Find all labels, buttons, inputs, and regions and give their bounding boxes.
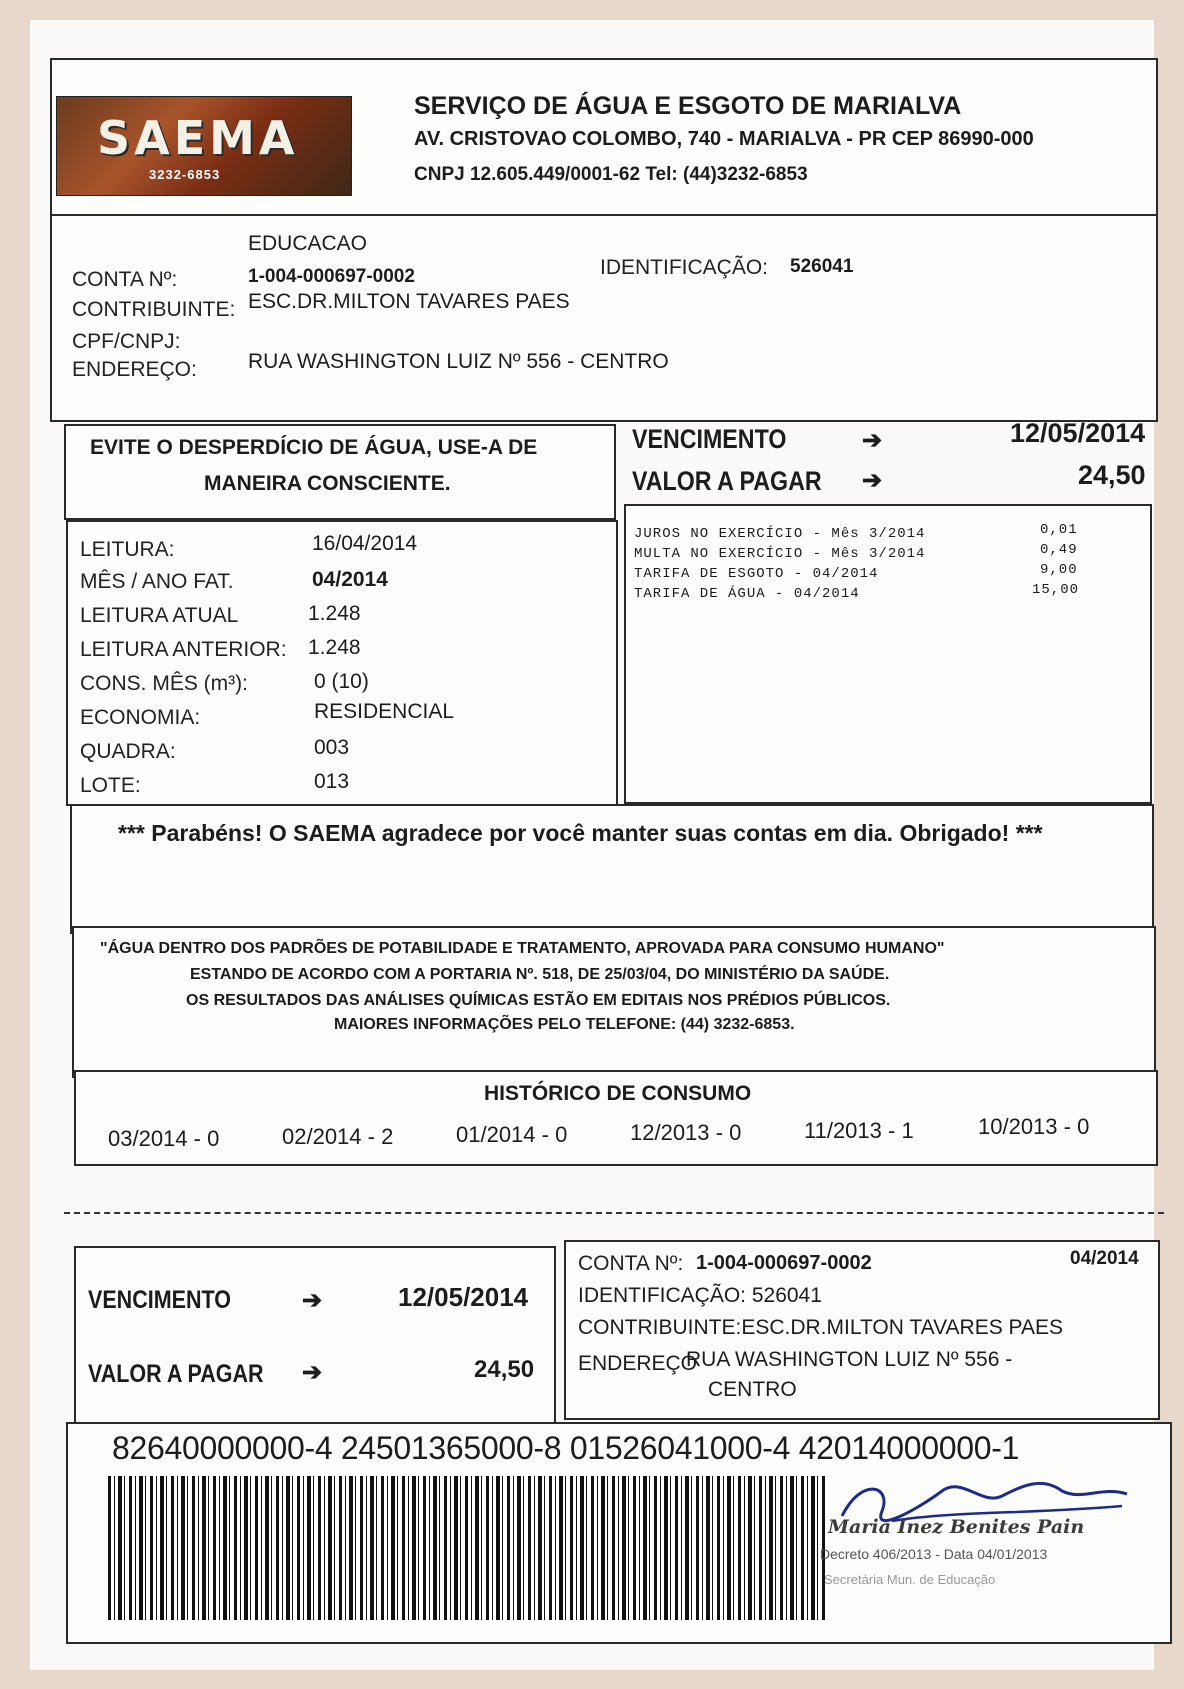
logo-word: SAEMA — [97, 111, 299, 165]
conta-label: CONTA Nº: — [72, 268, 178, 291]
reading-value: 1.248 — [308, 602, 361, 625]
charge-desc: TARIFA DE ÁGUA - 04/2014 — [634, 586, 860, 602]
valor-arrow: ➔ — [862, 467, 883, 494]
history-item: 01/2014 - 0 — [456, 1122, 568, 1147]
stub-contribuinte: CONTRIBUINTE:ESC.DR.MILTON TAVARES PAES — [578, 1316, 1064, 1339]
quality-line2: ESTANDO DE ACORDO COM A PORTARIA Nº. 518, DE 25/03/04, DO MINISTÉRIO DA SAÚDE. — [190, 966, 890, 983]
signature-role: Secretária Mun. de Educação — [824, 1572, 996, 1587]
charge-desc: JUROS NO EXERCÍCIO - Mês 3/2014 — [634, 526, 926, 542]
history-item: 11/2013 - 1 — [804, 1118, 914, 1143]
reading-value: 003 — [314, 736, 350, 759]
reading-label: LOTE: — [80, 774, 141, 797]
reading-value: 04/2014 — [312, 568, 388, 591]
reading-value: 1.248 — [308, 636, 361, 659]
reading-value: 013 — [314, 770, 350, 793]
thanks-message: *** Parabéns! O SAEMA agradece por você manter suas contas em dia. Obrigado! *** — [118, 820, 1043, 846]
company-cnpj-phone: CNPJ 12.605.449/0001-62 Tel: (44)3232-6853 — [414, 164, 808, 185]
reading-value: 0 (10) — [314, 670, 369, 693]
stub-due-box — [74, 1246, 556, 1426]
charge-desc: TARIFA DE ESGOTO - 04/2014 — [634, 566, 879, 582]
stub-endereco-line2: CENTRO — [708, 1378, 797, 1401]
stub-valor-label: VALOR A PAGAR — [88, 1360, 264, 1388]
stub-valor-value: 24,50 — [474, 1356, 535, 1383]
vencimento-arrow: ➔ — [862, 427, 883, 454]
contribuinte-value: ESC.DR.MILTON TAVARES PAES — [248, 290, 570, 313]
identificacao-value: 526041 — [790, 256, 854, 277]
company-address: AV. CRISTOVAO COLOMBO, 740 - MARIALVA - PR CEP 86990-000 — [414, 128, 1034, 150]
conta-value: 1-004-000697-0002 — [248, 266, 415, 287]
contribuinte-label: CONTRIBUINTE: — [72, 298, 236, 321]
signature-name: Maria Inez Benites Pain — [828, 1516, 1085, 1538]
reading-label: MÊS / ANO FAT. — [80, 570, 234, 593]
charge-value: 0,01 — [1040, 522, 1078, 538]
reading-label: LEITURA: — [80, 538, 175, 561]
stub-vencimento-label: VENCIMENTO — [88, 1286, 231, 1314]
quality-line3: OS RESULTADOS DAS ANÁLISES QUÍMICAS ESTÃO EM EDITAIS NOS PRÉDIOS PÚBLICOS. — [186, 992, 891, 1009]
endereco-label: ENDEREÇO: — [72, 358, 197, 381]
saema-logo — [56, 96, 352, 196]
stub-vencimento-arrow: ➔ — [302, 1287, 323, 1314]
history-item: 10/2013 - 0 — [978, 1114, 1090, 1139]
reading-value: 16/04/2014 — [312, 532, 418, 555]
company-name: SERVIÇO DE ÁGUA E ESGOTO DE MARIALVA — [414, 92, 962, 120]
quality-line1: "ÁGUA DENTRO DOS PADRÕES DE POTABILIDADE E TRATAMENTO, APROVADA PARA CONSUMO HUMANO" — [100, 940, 945, 957]
account-category: EDUCACAO — [248, 232, 368, 255]
stub-conta-label: CONTA Nº: — [578, 1252, 684, 1275]
vencimento-value: 12/05/2014 — [1010, 418, 1146, 448]
charge-desc: MULTA NO EXERCÍCIO - Mês 3/2014 — [634, 546, 926, 562]
reading-value: RESIDENCIAL — [314, 700, 455, 723]
history-title: HISTÓRICO DE CONSUMO — [484, 1082, 752, 1105]
logo-phone: 3232-6853 — [149, 167, 221, 182]
vencimento-label: VENCIMENTO — [632, 424, 787, 454]
history-item: 12/2013 - 0 — [630, 1120, 742, 1145]
charge-value: 0,49 — [1040, 542, 1078, 558]
stub-identificacao: IDENTIFICAÇÃO: 526041 — [578, 1284, 822, 1307]
reading-label: CONS. MÊS (m³): — [80, 672, 248, 695]
valor-label: VALOR A PAGAR — [632, 466, 822, 496]
barcode — [108, 1476, 828, 1620]
cut-line — [64, 1212, 1164, 1214]
notice-line1: EVITE O DESPERDÍCIO DE ÁGUA, USE-A DE — [90, 436, 538, 459]
endereco-value: RUA WASHINGTON LUIZ Nº 556 - CENTRO — [248, 350, 669, 373]
history-item: 03/2014 - 0 — [108, 1126, 220, 1151]
stub-mes: 04/2014 — [1070, 1248, 1139, 1269]
quality-line4: MAIORES INFORMAÇÕES PELO TELEFONE: (44) 3232-6853. — [334, 1016, 795, 1033]
stub-endereco-label: ENDEREÇO — [578, 1352, 698, 1375]
signature-decree: Decreto 406/2013 - Data 04/01/2013 — [820, 1546, 1048, 1562]
stub-endereco-line1: RUA WASHINGTON LUIZ Nº 556 - — [686, 1348, 1013, 1371]
reading-label: LEITURA ANTERIOR: — [80, 638, 287, 661]
stub-conta-value: 1-004-000697-0002 — [696, 1252, 872, 1274]
reading-label: QUADRA: — [80, 740, 176, 763]
reading-label: ECONOMIA: — [80, 706, 201, 729]
cpf-label: CPF/CNPJ: — [72, 330, 181, 353]
history-item: 02/2014 - 2 — [282, 1124, 394, 1149]
barcode-number: 82640000000-4 24501365000-8 01526041000-4 42014000000-1 — [112, 1430, 1020, 1466]
notice-line2: MANEIRA CONSCIENTE. — [204, 472, 451, 495]
valor-value: 24,50 — [1078, 460, 1146, 490]
identificacao-label: IDENTIFICAÇÃO: — [600, 256, 769, 279]
stub-valor-arrow: ➔ — [302, 1359, 323, 1386]
stub-vencimento-value: 12/05/2014 — [398, 1282, 529, 1312]
charge-value: 9,00 — [1040, 562, 1078, 578]
charge-value: 15,00 — [1032, 582, 1080, 598]
reading-label: LEITURA ATUAL — [80, 604, 239, 627]
